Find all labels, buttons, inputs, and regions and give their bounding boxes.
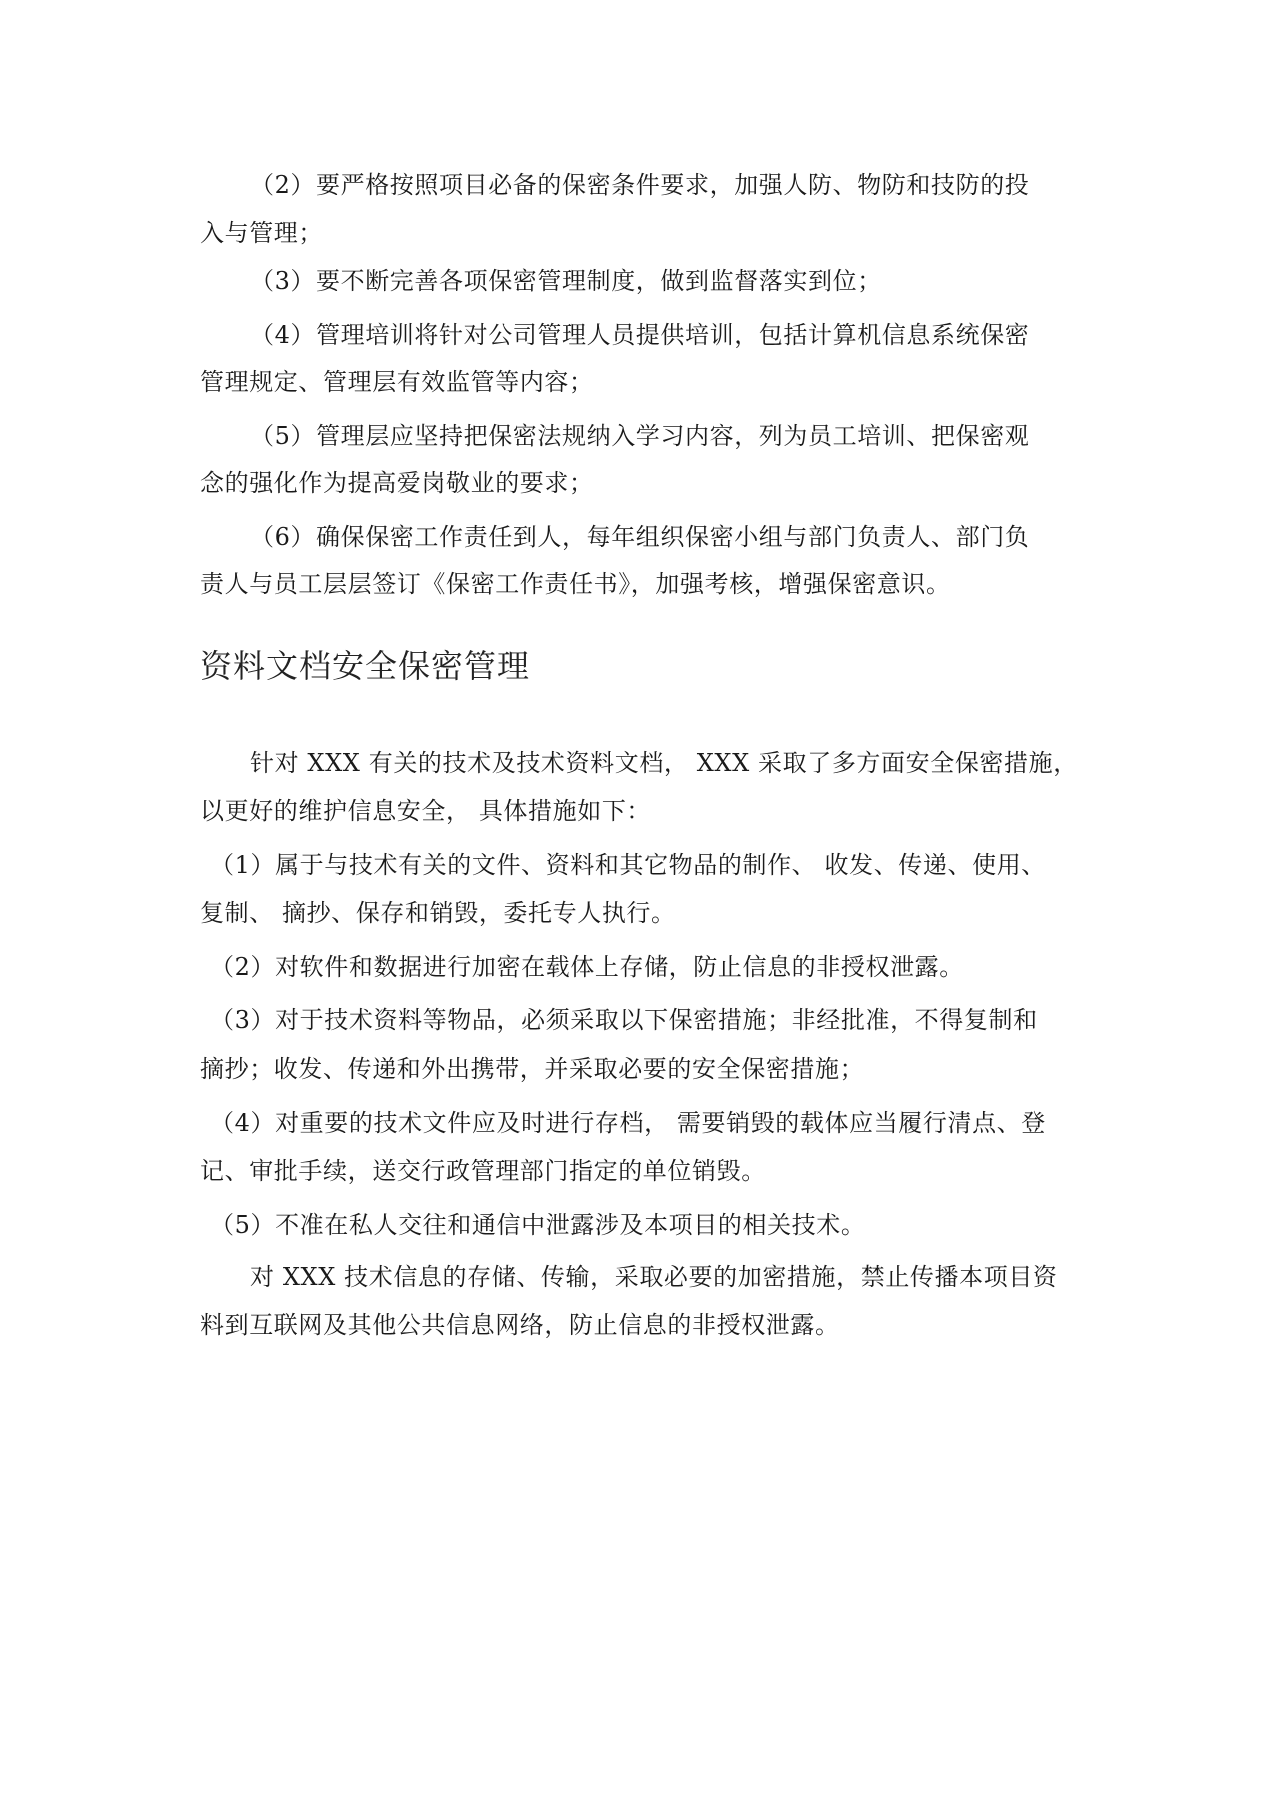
list-item-2-cont: 入与管理； [200, 219, 323, 247]
list-item-2 [250, 170, 1029, 200]
list-item-5 [250, 421, 1029, 451]
measure-item-1: （1）属于与技术有关的文件、资料和其它物品的制作、 收发、传递、使用、 [210, 851, 1046, 879]
measure-item-1-cont: 复制、 摘抄、保存和销毁，委托专人执行。 [200, 899, 676, 927]
item-number: （2） [250, 171, 316, 199]
intro-line-2: 以更好的维护信息安全， 具体措施如下： [200, 797, 652, 825]
item-text: 管理培训将针对公司管理人员提供培训，包括计算机信息系统保密 [316, 321, 1030, 349]
list-item-6-cont: 责人与员工层层签订《保密工作责任书》，加强考核，增强保密意识。 [200, 570, 951, 598]
item-number: （6） [250, 523, 316, 551]
measure-item-3: （3）对于技术资料等物品，必须采取以下保密措施；非经批准，不得复制和 [210, 1006, 1038, 1034]
closing-line-1: 对 XXX 技术信息的存储、传输，采取必要的加密措施，禁止传播本项目资 [250, 1263, 1058, 1291]
item-text: 要不断完善各项保密管理制度，做到监督落实到位； [316, 267, 882, 295]
list-item-3 [250, 266, 882, 296]
list-item-4-cont: 管理规定、管理层有效监管等内容； [200, 368, 594, 396]
section-title: 资料文档安全保密管理 [200, 647, 531, 685]
measure-item-4: （4）对重要的技术文件应及时进行存档， 需要销毁的载体应当履行清点、登 [210, 1109, 1046, 1137]
list-item-4 [250, 320, 1029, 350]
list-item-5-cont: 念的强化作为提高爱岗敬业的要求； [200, 469, 594, 497]
item-number: （3） [250, 267, 316, 295]
measure-item-2: （2）对软件和数据进行加密在载体上存储，防止信息的非授权泄露。 [210, 953, 964, 981]
list-item-6 [250, 522, 1029, 552]
measure-item-4-cont: 记、审批手续，送交行政管理部门指定的单位销毁。 [200, 1157, 766, 1185]
measure-item-5: （5）不准在私人交往和通信中泄露涉及本项目的相关技术。 [210, 1211, 866, 1239]
intro-line-1: 针对 XXX 有关的技术及技术资料文档， XXX 采取了多方面安全保密措施， [250, 749, 1078, 777]
closing-line-2: 料到互联网及其他公共信息网络，防止信息的非授权泄露。 [200, 1311, 840, 1339]
item-text: 管理层应坚持把保密法规纳入学习内容，列为员工培训、把保密观 [316, 422, 1030, 450]
item-text: 确保保密工作责任到人，每年组织保密小组与部门负责人、部门负 [316, 523, 1030, 551]
item-number: （5） [250, 422, 316, 450]
measure-item-3-cont: 摘抄；收发、传递和外出携带，并采取必要的安全保密措施； [200, 1055, 865, 1083]
item-text: 要严格按照项目必备的保密条件要求，加强人防、物防和技防的投 [316, 171, 1030, 199]
item-number: （4） [250, 321, 316, 349]
